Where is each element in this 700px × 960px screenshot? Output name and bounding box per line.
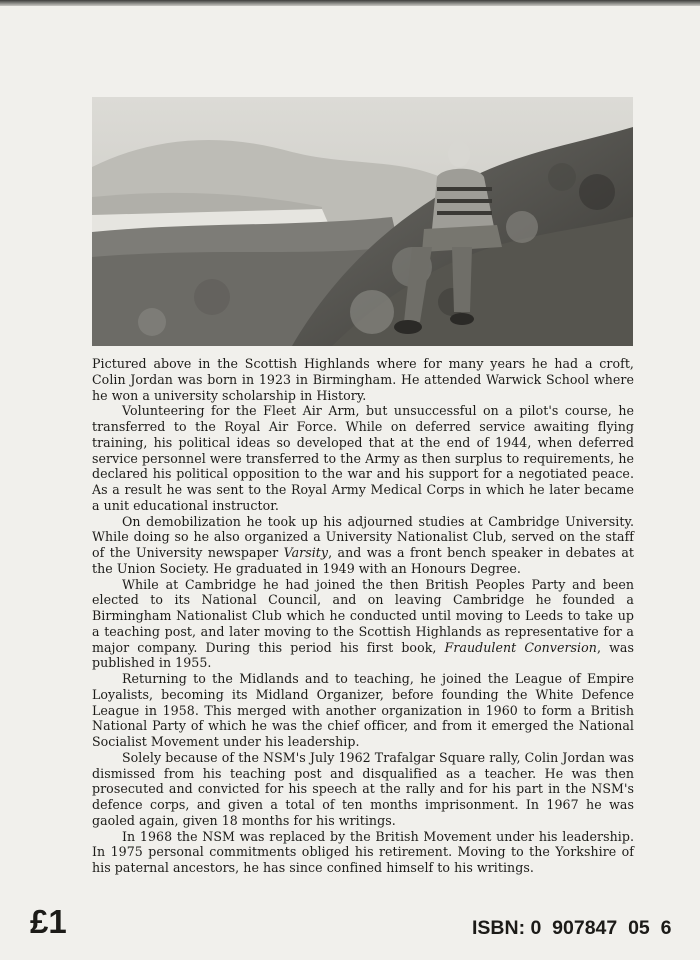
biography-text	[92, 356, 634, 876]
highlands-photo	[92, 97, 633, 346]
paragraph-text: On demobilization he took up his adjourned studies at Cambridge University. While doing so he also organized a University Nationalist Club, served on the staff of the University newspaper	[92, 513, 634, 560]
price-label: £1	[30, 903, 67, 940]
paragraph-text: Volunteering for the Fleet Air Arm, but unsuccessful on a pilot's course, he transferred to the Royal Air Force. While on deferred service awaiting flying training, his political ideas so developed that at the end of 1944, when deferred service personnel were transferred to the Army as then surplus to requirements, he declared his political opposition to the war and his support for a negotiated peace. As a result he was sent to the Royal Army Medical Corps in which he later became a unit educational instructor.	[92, 403, 634, 513]
biography-paragraph	[92, 829, 634, 876]
biography-paragraph	[92, 750, 634, 829]
paragraph-text: Solely because of the NSM's July 1962 Trafalgar Square rally, Colin Jordan was dismissed from his teaching post and disqualified as a teacher. He was then prosecuted and convicted for his speech at the rally and for his part in the NSM's defence corps, and given a total of ten months imprisonment. In 1967 he was gaoled again, given 18 months for his writings.	[92, 749, 634, 828]
biography-paragraph	[92, 514, 634, 577]
paragraph-text: , was published in 1955.	[92, 639, 634, 671]
paragraph-text: Pictured above in the Scottish Highlands where for many years he had a croft, Colin Jordan was born in 1923 in Birmingham. He attended Warwick School where he won a university scholarship in History.	[92, 356, 634, 403]
isbn-label: ISBN: 0 907847 05 6	[472, 917, 672, 939]
paragraph-text: While at Cambridge he had joined the then British Peoples Party and been elected to its National Council, and on leaving Cambridge he founded a Birmingham Nationalist Club which he conducted until moving to Leeds to take up a teaching post, and later moving to the Scottish Highlands as representative for a major company. During this period his first book,	[92, 576, 634, 655]
biography-paragraph	[92, 671, 634, 750]
paragraph-text: , and was a front bench speaker in debates at the Union Society. He graduated in 1949 with an Honours Degree.	[92, 545, 634, 576]
biography-paragraph	[92, 356, 634, 403]
paragraph-text: Returning to the Midlands and to teaching, he joined the League of Empire Loyalists, becoming its Midland Organizer, before founding the White Defence League in 1958. This merged with another organization in 1960 to form a British National Party of which he was the chief officer, and from it emerged the National Socialist Movement under his leadership.	[92, 671, 634, 749]
newspaper-title: Varsity	[283, 545, 329, 560]
book-title: Fraudulent Conversion	[444, 639, 597, 655]
biography-paragraph	[92, 403, 634, 513]
biography-paragraph	[92, 577, 634, 672]
highlands-photo-image	[92, 97, 633, 346]
paragraph-text: In 1968 the NSM was replaced by the British Movement under his leadership. In 1975 personal commitments obliged his retirement. Moving to the Yorkshire of his paternal ancestors, he has since confined himself to his writings.	[92, 828, 634, 875]
page-top-edge	[0, 0, 700, 6]
